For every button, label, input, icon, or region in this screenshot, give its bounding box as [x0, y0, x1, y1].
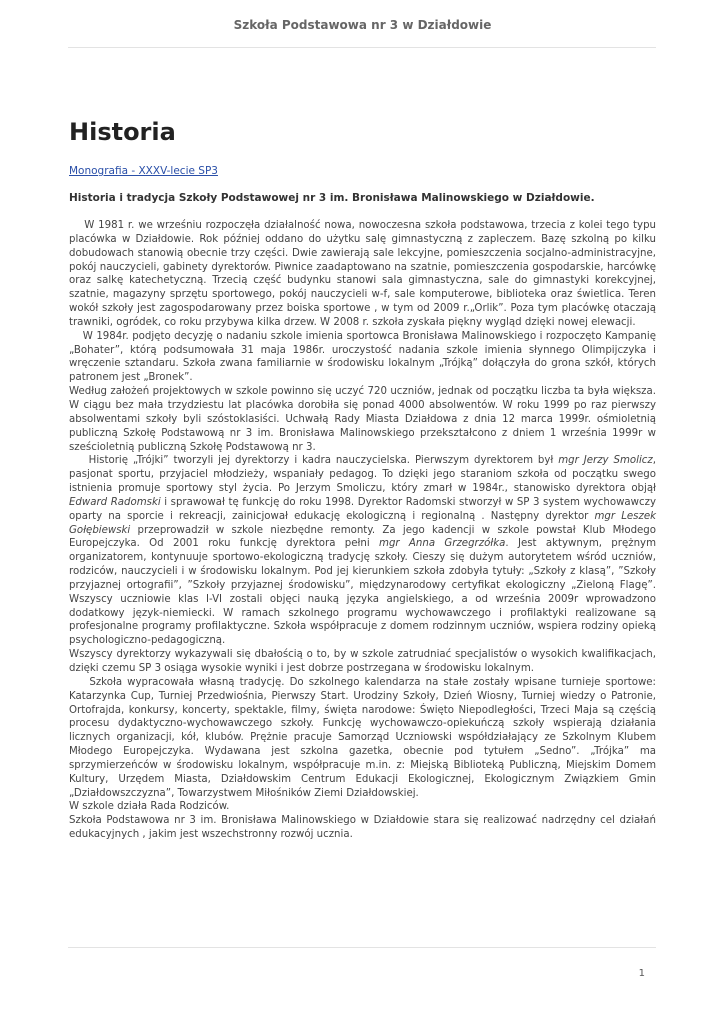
top-divider	[68, 47, 656, 48]
page-title: Historia	[69, 118, 176, 146]
paragraph-2: W 1984r. podjęto decyzję o nadaniu szkole imienia sportowca Bronisława Malinowskiego i rozpoczęto Kampanię „Bohater”, którą podsumowała 31 maja 1986r. uroczystość nadania szkole imienia słynnego Olimpijczyka i wręczenie sztandaru. Szkoła zwana familiarnie w środowisku lokalnym „Trójką” dołączyła do grona szkół, których patronem jest „Bronek”.	[69, 330, 656, 384]
site-title: Szkoła Podstawowa nr 3 w Działdowie	[233, 18, 492, 32]
paragraph-5: Wszyscy dyrektorzy wykazywali się dbałością o to, by w szkole zatrudniać specjalistów o wysokich kwalifikacjach, dzięki czemu SP 3 osiąga wysokie wyniki i jest dobrze postrzegana w środowisku lokalnym.	[69, 649, 656, 674]
bottom-divider	[68, 947, 656, 948]
paragraph-4: Historię „Trójki” tworzyli jej dyrektorzy i kadra nauczycielska. Pierwszym dyrektorem był mgr Jerzy Smolicz, pasjonat sportu, przyjaciel młodzieży, wspaniały pedagog. To dzięki jego staraniom szkoła od początku swego istnienia promuje sportowy styl życia. Po Jerzym Smoliczu, który zmarł w 1984r., stanowisko dyrektora objął Edward Radomski i sprawował tę funkcję do roku 1998. Dyrektor Radomski stworzył w SP 3 system wychowawczy oparty na sporcie i rekreacji, zainicjował edukację ekologiczną i regionalną . Następny dyrektor mgr Leszek Gołębiewski przeprowadził w szkole niezbędne remonty. Za jego kadencji w szkole powstał Klub Młodego Europejczyka. Od 2001 roku funkcję dyrektora pełni mgr Anna Grzegrzółka. Jest aktywnym, prężnym organizatorem, kontynuuje sportowo-ekologiczną tradycję szkoły. Cieszy się dużym autorytetem wśród uczniów, rodziców, nauczycieli i w środowisku lokalnym. Pod jej kierunkiem szkoła zdobyła tytuły: „Szkoły z klasą”, ”Szkoły przyjaznej ortografii”, ”Szkoły przyjaznej środowisku”, międzynarodowy certyfikat ekologiczny „Zieloną Flagę”. Wszyscy uczniowie klas I-VI zostali objęci nauką języka angielskiego, a od września 2009r wprowadzono dodatkowy język-niemiecki. W ramach szkolnego programu wychowawczego i profilaktyki realizowane są profesjonalne programy profilaktyczne. Szkoła współpracuje z domem rodzinnym uczniów, wspiera rodziny opieką psychologiczno-pedagogiczną.	[69, 455, 656, 647]
paragraph-3: Według założeń projektowych w szkole powinno się uczyć 720 uczniów, jednak od początku liczba ta była większa. W ciągu bez mała trzydziestu lat placówka dorobiła się ponad 4000 absolwentów. W roku 1999 po raz pierwszy absolwentami szkoły byli szóstoklasiści. Uchwałą Rady Miasta Działdowa z dnia 12 marca 1999r. ośmioletnią publiczną Szkołę Podstawową nr 3 im. Bronisława Malinowskiego przekształcono z dniem 1 września 1999r w sześcioletnią publiczną Szkołę Podstawową nr 3.	[69, 386, 656, 453]
article-body	[69, 219, 656, 842]
paragraph-8: Szkoła Podstawowa nr 3 im. Bronisława Malinowskiego w Działdowie stara się realizować nadrzędny cel działań edukacyjnych , jakim jest wszechstronny rozwój ucznia.	[69, 815, 656, 841]
paragraph-7: W szkole działa Rada Rodziców.	[69, 801, 230, 813]
monograph-link[interactable]: Monografia - XXXV-lecie SP3	[69, 165, 218, 177]
article-subtitle: Historia i tradycja Szkoły Podstawowej nr 3 im. Bronisława Malinowskiego w Działdowie.	[69, 192, 595, 204]
paragraph-1: W 1981 r. we wrześniu rozpoczęła działalność nowa, nowoczesna szkoła podstawowa, trzecia z kolei tego typu placówka w Działdowie. Rok później oddano do użytku salę gimnastyczną z zapleczem. Bazę szkolną po kilku dobudowach stanowią obecnie trzy części. Dwie zawierają sale lekcyjne, pomieszczenia socjalno-administracyjne, pokój nauczycieli, gabinety dyrektorów. Piwnice zaadaptowano na szatnie, pomieszczenia gospodarskie, harcówkę oraz salkę katechetyczną. Trzecią część budynku stanowi sala gimnastyczna, sale do gimnastyki korekcyjnej, szatnie, magazyny sprzętu sportowego, pokój nauczycieli w-f, sale komputerowe, biblioteka oraz świetlica. Teren wokół szkoły jest zagospodarowany przez boiska sportowe , w tym od 2009 r.„Orlik”. Poza tym placówkę otaczają trawniki, ogródek, co roku przybywa kilka drzew. W 2008 r. szkoła zyskała piękny wygląd dzięki nowej elewacji.	[69, 220, 656, 328]
page-number: 1	[638, 968, 645, 979]
paragraph-6: Szkoła wypracowała własną tradycję. Do szkolnego kalendarza na stałe zostały wpisane turnieje sportowe: Katarzynka Cup, Turniej Przedwiośnia, Pierwszy Start. Urodziny Szkoły, Dzień Wiosny, Turniej wiedzy o Patronie, Ortofrajda, konkursy, koncerty, spektakle, filmy, święta narodowe: Święto Niepodległości, Trzeci Maja są częścią procesu dydaktyczno-wychowawczego szkoły. Funkcję wychowawczo-opiekuńczą szkoły wspierają działania licznych organizacji, kół, klubów. Prężnie pracuje Samorząd Uczniowski współdziałający ze Szkolnym Klubem Młodego Europejczyka. Wydawana jest szkolna gazetka, obecnie pod tytułem „Sedno”. „Trójka” ma sprzymierzeńców w środowisku lokalnym, współpracuje m.in. z: Miejską Biblioteką Publiczną, Miejskim Domem Kultury, Urzędem Miasta, Działdowskim Centrum Edukacji Ekologicznej, Ekologicznym Związkiem Gmin „Działdowszczyzna”, Towarzystwem Miłośników Ziemi Działdowskiej.	[69, 676, 656, 799]
